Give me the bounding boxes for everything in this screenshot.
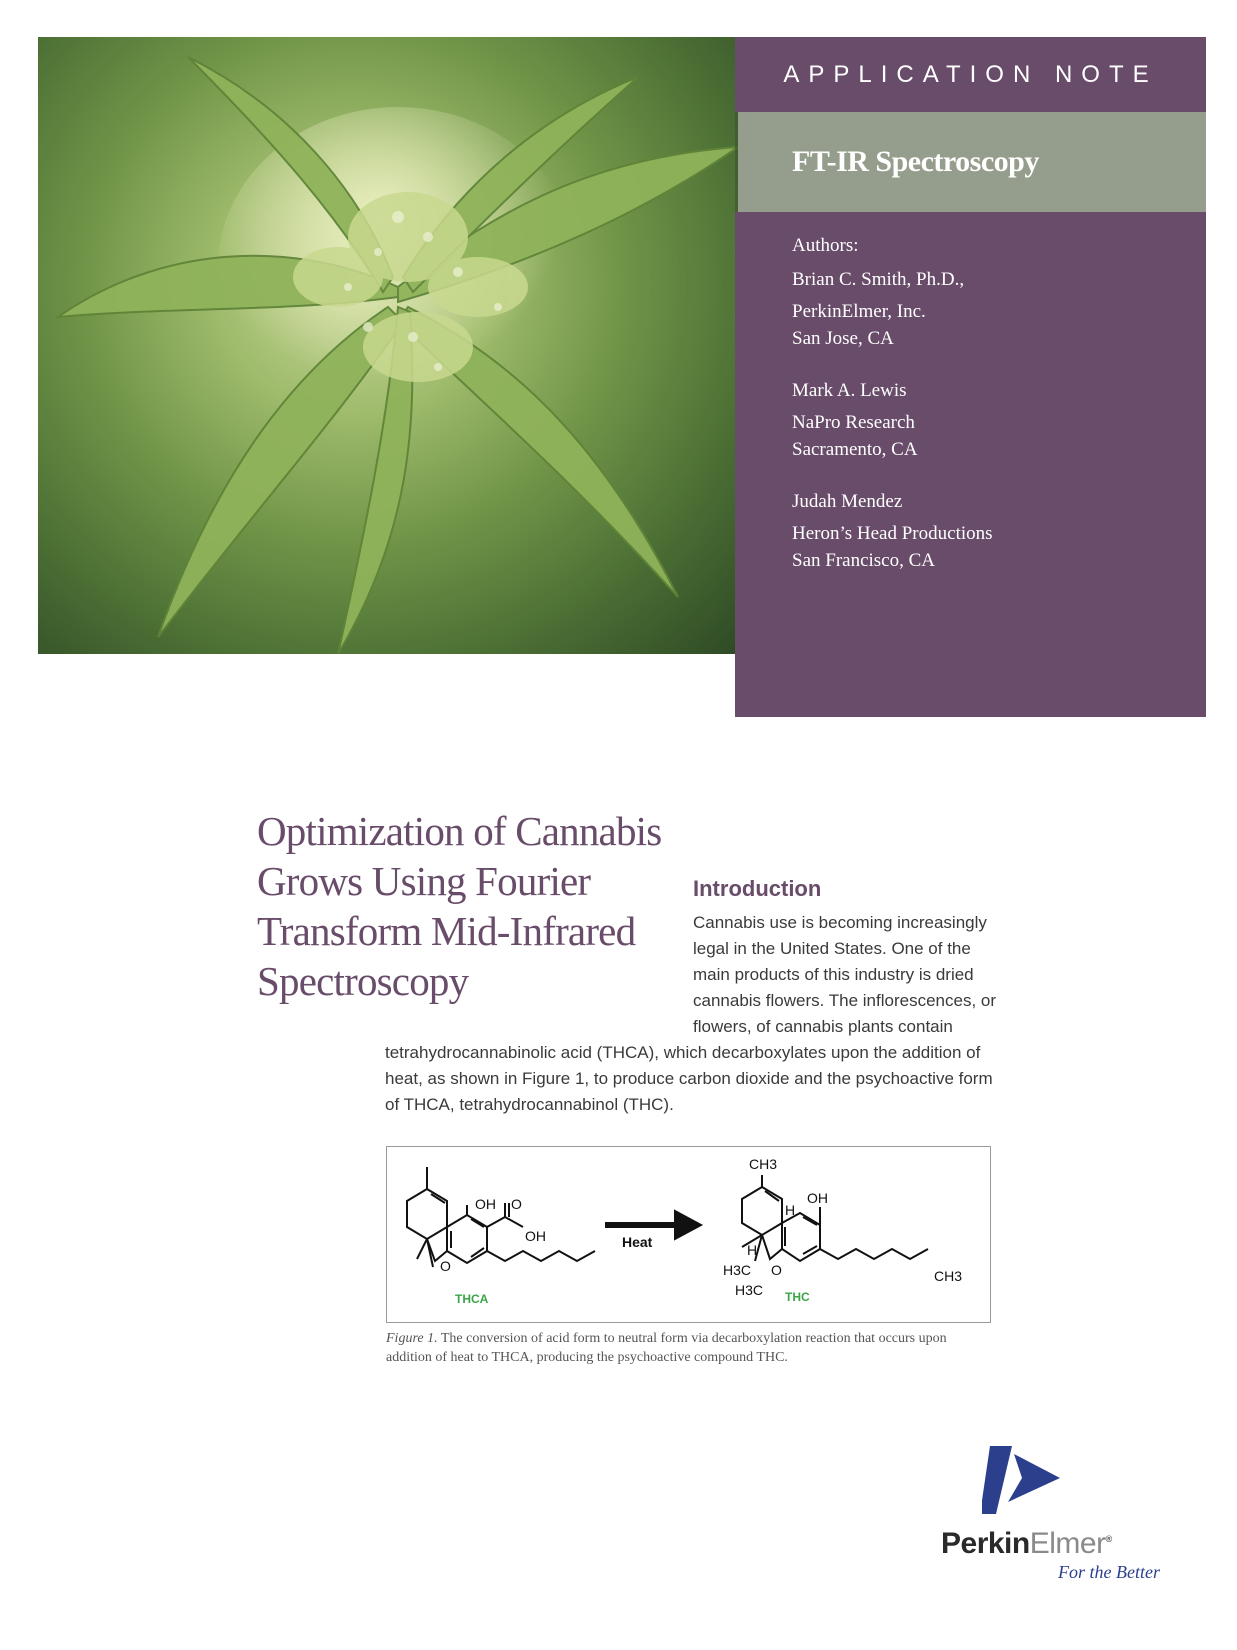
author-entry [792, 377, 993, 463]
figure-1-caption [386, 1329, 986, 1367]
author-affiliation: NaPro Research [792, 412, 915, 433]
brand-tagline: For the Better [1058, 1562, 1160, 1582]
hydrogen-label-lower: H [747, 1242, 758, 1258]
methyl-label: CH3 [749, 1156, 778, 1172]
technique-subtitle: FT-IR Spectroscopy [792, 145, 1039, 178]
author-name: Brian C. Smith, Ph.D., [792, 269, 965, 290]
introduction-paragraph-part1: Cannabis use is becoming increasingly legal in the United States. One of the main products of this industry is dried cannabis flowers. The inflorescences, or flowers, of cannabis plants contain [693, 913, 997, 1036]
author-location: San Francisco, CA [792, 550, 936, 571]
author-name: Judah Mendez [792, 491, 903, 512]
thca-label: THCA [455, 1292, 489, 1306]
plant-illustration [38, 37, 738, 654]
wordmark-elmer: Elmer [1029, 1527, 1106, 1560]
application-note-banner [735, 37, 1206, 112]
thc-oh-label: OH [807, 1190, 828, 1206]
perkinelmer-wordmark [941, 1527, 1112, 1561]
ring-oxygen-label: O [440, 1258, 451, 1274]
document-title: Optimization of Cannabis Grows Using Fourier Transform Mid-Infrared Spectroscopy [257, 808, 662, 1004]
thc-label: THC [785, 1290, 810, 1304]
caption-label: Figure 1. [386, 1331, 438, 1346]
acid-oh-label: OH [525, 1228, 546, 1244]
oh-label: OH [475, 1196, 496, 1212]
wordmark-perkin: Perkin [941, 1527, 1030, 1560]
carbonyl-o-label: O [511, 1196, 522, 1212]
author-affiliation: Heron’s Head Productions [792, 523, 993, 544]
caption-text: The conversion of acid form to neutral form via decarboxylation reaction that occurs upon addition of heat to THCA, producing the psychoactive compound THC. [386, 1331, 947, 1365]
hydrogen-label-upper: H [785, 1202, 796, 1218]
subtitle-band [735, 112, 1206, 212]
figure-1-reaction-diagram [386, 1146, 991, 1323]
author-entry [792, 488, 993, 574]
thc-ring-oxygen-label: O [771, 1262, 782, 1278]
h3c-label-2: H3C [735, 1282, 764, 1298]
registered-mark: ® [1105, 1534, 1112, 1544]
terminal-methyl-label: CH3 [934, 1268, 963, 1284]
cannabis-plant-photo [38, 37, 738, 654]
heat-label: Heat [622, 1234, 653, 1250]
author-affiliation: PerkinElmer, Inc. [792, 301, 926, 322]
author-location: San Jose, CA [792, 328, 894, 349]
authors-panel [735, 212, 1206, 717]
author-entry [792, 266, 993, 352]
introduction-paragraph-part2: tetrahydrocannabinolic acid (THCA), which decarboxylates upon the addition of heat, as shown in Figure 1, to produce carbon dioxide and the psychoactive form of THCA, tetrahydrocannabinol (THC). [385, 1043, 993, 1114]
author-name: Mark A. Lewis [792, 380, 907, 401]
decarboxylation-scheme [387, 1147, 990, 1322]
authors-label: Authors: [792, 235, 859, 256]
banner-label: APPLICATION NOTE [783, 60, 1158, 88]
introduction-heading: Introduction [693, 876, 822, 901]
h3c-label-1: H3C [723, 1262, 752, 1278]
perkinelmer-logo-icon [982, 1446, 1062, 1526]
author-location: Sacramento, CA [792, 439, 918, 460]
